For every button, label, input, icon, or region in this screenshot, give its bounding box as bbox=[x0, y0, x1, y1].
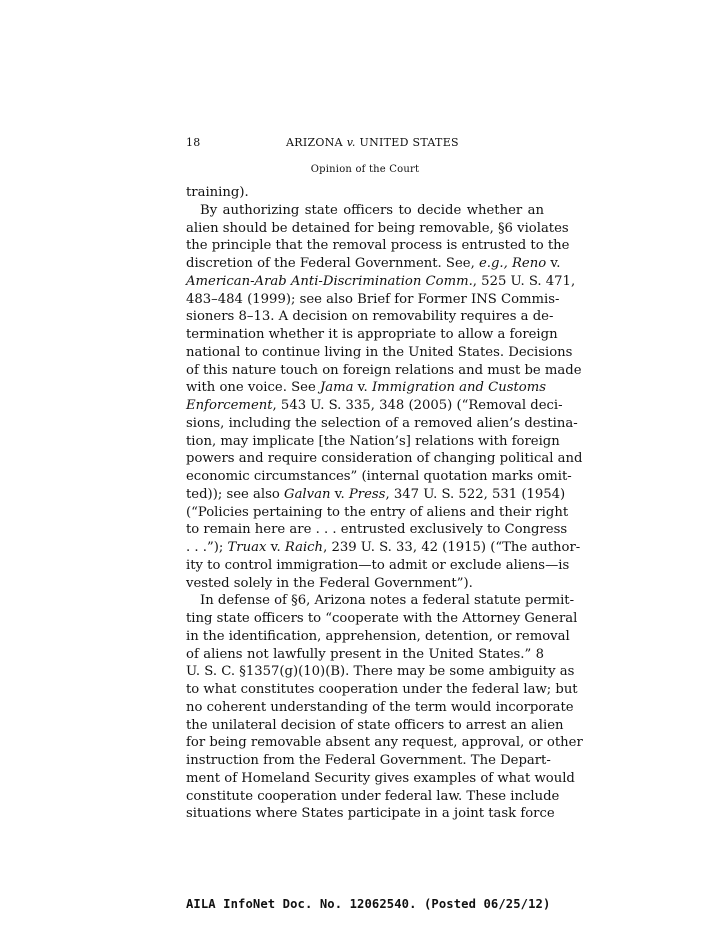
text-line bbox=[186, 237, 570, 255]
text-line bbox=[186, 557, 570, 575]
text-segment: no coherent understanding of the term would incorporate bbox=[186, 699, 574, 715]
text-segment: sions, including the selection of a removed alien’s destina- bbox=[186, 415, 578, 431]
text-segment: termination whether it is appropriate to allow a foreign bbox=[186, 327, 558, 342]
text-line bbox=[186, 805, 555, 823]
text-line bbox=[186, 202, 544, 220]
text-segment: in the identification, apprehension, detention, or removal bbox=[186, 628, 570, 644]
text-line bbox=[186, 681, 578, 699]
text-segment: In defense of §6, Arizona notes a federal statute permit- bbox=[200, 593, 575, 609]
text-line bbox=[186, 663, 575, 681]
text-line bbox=[186, 486, 566, 504]
text-segment: , 347 U. S. 522, 531 (1954) bbox=[385, 486, 566, 502]
text-segment: national to continue living in the United States. Decisions bbox=[186, 344, 573, 360]
text-segment: v. bbox=[546, 256, 561, 271]
text-line bbox=[186, 220, 569, 238]
text-segment: 483–484 (1999); see also Brief for Former INS Commis- bbox=[186, 291, 560, 307]
text-line bbox=[186, 379, 544, 397]
text-segment: (“Policies pertaining to the entry of aliens and their right bbox=[186, 504, 569, 520]
text-segment: , 525 U. S. 471, bbox=[472, 273, 576, 289]
text-line bbox=[186, 788, 560, 806]
text-segment: discretion of the Federal Government. See, bbox=[186, 256, 479, 271]
text-line bbox=[186, 273, 576, 291]
text-segment: ity to control immigration—to admit or exclude aliens—is bbox=[186, 557, 570, 573]
text-line bbox=[186, 770, 575, 788]
text-segment: powers and require consideration of changing political and bbox=[186, 451, 583, 467]
document-footer: AILA InfoNet Doc. No. 12062540. (Posted 06/25/12) bbox=[186, 897, 551, 911]
text-segment: to remain here are . . . entrusted exclusively to Congress bbox=[186, 522, 568, 538]
text-segment: tion, may implicate [the Nation’s] relations with foreign bbox=[186, 433, 560, 449]
italic-text: Galvan bbox=[284, 486, 331, 502]
text-line bbox=[186, 592, 575, 610]
text-line bbox=[186, 628, 570, 646]
text-segment: alien should be detained for being removable, §6 violates bbox=[186, 220, 569, 236]
text-segment: By authorizing state officers to decide whether an bbox=[200, 202, 544, 218]
text-segment: U. S. C. §1357(g)(10)(B). There may be some ambiguity as bbox=[186, 664, 575, 680]
text-segment: the unilateral decision of state officers to arrest an alien bbox=[186, 717, 564, 733]
text-segment: sioners 8–13. A decision on removability requires a de- bbox=[186, 309, 554, 325]
text-line bbox=[186, 539, 581, 557]
text-line bbox=[186, 521, 568, 539]
italic-text: Enforcement bbox=[186, 398, 273, 413]
case-title-versus: v. bbox=[346, 136, 356, 149]
text-segment: situations where States participate in a joint task force bbox=[186, 806, 555, 822]
italic-text: Press bbox=[348, 486, 386, 502]
text-segment: constitute cooperation under federal law. These include bbox=[186, 788, 560, 804]
text-line bbox=[186, 433, 560, 451]
italic-text: e.g., Reno bbox=[478, 256, 547, 271]
text-segment: ted)); see also bbox=[186, 486, 285, 502]
text-segment: v. bbox=[266, 540, 285, 555]
text-segment: v. bbox=[353, 380, 372, 396]
text-line bbox=[186, 468, 572, 486]
text-segment: the principle that the removal process is entrusted to the bbox=[186, 238, 570, 254]
text-segment: , 239 U. S. 33, 42 (1915) (“The author- bbox=[323, 540, 581, 555]
italic-text: Jama bbox=[319, 380, 354, 396]
text-segment: ting state officers to “cooperate with the Attorney General bbox=[186, 611, 578, 626]
text-line bbox=[186, 717, 564, 735]
text-segment: training). bbox=[186, 185, 249, 200]
text-line bbox=[186, 308, 554, 326]
text-line bbox=[186, 362, 582, 380]
case-title-right: UNITED STATES bbox=[359, 136, 459, 149]
text-segment: economic circumstances” (internal quotation marks omit- bbox=[186, 469, 572, 484]
running-header bbox=[186, 136, 544, 156]
text-segment: of aliens not lawfully present in the United States.” 8 bbox=[186, 646, 544, 662]
case-title bbox=[286, 136, 459, 149]
text-segment: v. bbox=[330, 486, 349, 502]
text-segment: instruction from the Federal Government. The Depart- bbox=[186, 753, 551, 768]
text-line bbox=[186, 646, 544, 664]
text-line bbox=[186, 415, 578, 433]
text-line bbox=[186, 184, 544, 202]
page-number: 18 bbox=[186, 136, 201, 149]
text-segment: with one voice. See bbox=[186, 380, 320, 396]
text-line bbox=[186, 504, 569, 522]
text-line bbox=[186, 450, 583, 468]
opinion-label: Opinion of the Court bbox=[310, 164, 420, 175]
text-line bbox=[186, 575, 544, 593]
text-segment: , 543 U. S. 335, 348 (2005) (“Removal deci- bbox=[272, 398, 563, 413]
text-line bbox=[186, 344, 573, 362]
text-line bbox=[186, 752, 551, 770]
italic-text: American-Arab Anti-Discrimination Comm. bbox=[186, 273, 473, 289]
italic-text: Immigration and Customs bbox=[371, 380, 546, 396]
text-segment: ment of Homeland Security gives examples of what would bbox=[186, 770, 575, 786]
text-line bbox=[186, 255, 561, 273]
text-segment: of this nature touch on foreign relations and must be made bbox=[186, 362, 582, 378]
text-line bbox=[186, 397, 563, 415]
text-segment: for being removable absent any request, approval, or other bbox=[186, 735, 583, 751]
text-line bbox=[186, 326, 558, 344]
italic-text: Raich bbox=[284, 540, 324, 555]
opinion-body bbox=[186, 184, 583, 823]
italic-text: Truax bbox=[227, 540, 267, 555]
text-segment: to what constitutes cooperation under the federal law; but bbox=[186, 682, 578, 697]
text-line bbox=[186, 610, 578, 628]
text-line bbox=[186, 291, 560, 309]
text-line bbox=[186, 699, 574, 717]
text-segment: . . .”); bbox=[186, 540, 228, 555]
case-title-left: ARIZONA bbox=[286, 136, 343, 149]
text-line bbox=[186, 734, 583, 752]
text-segment: vested solely in the Federal Government”). bbox=[186, 575, 473, 591]
